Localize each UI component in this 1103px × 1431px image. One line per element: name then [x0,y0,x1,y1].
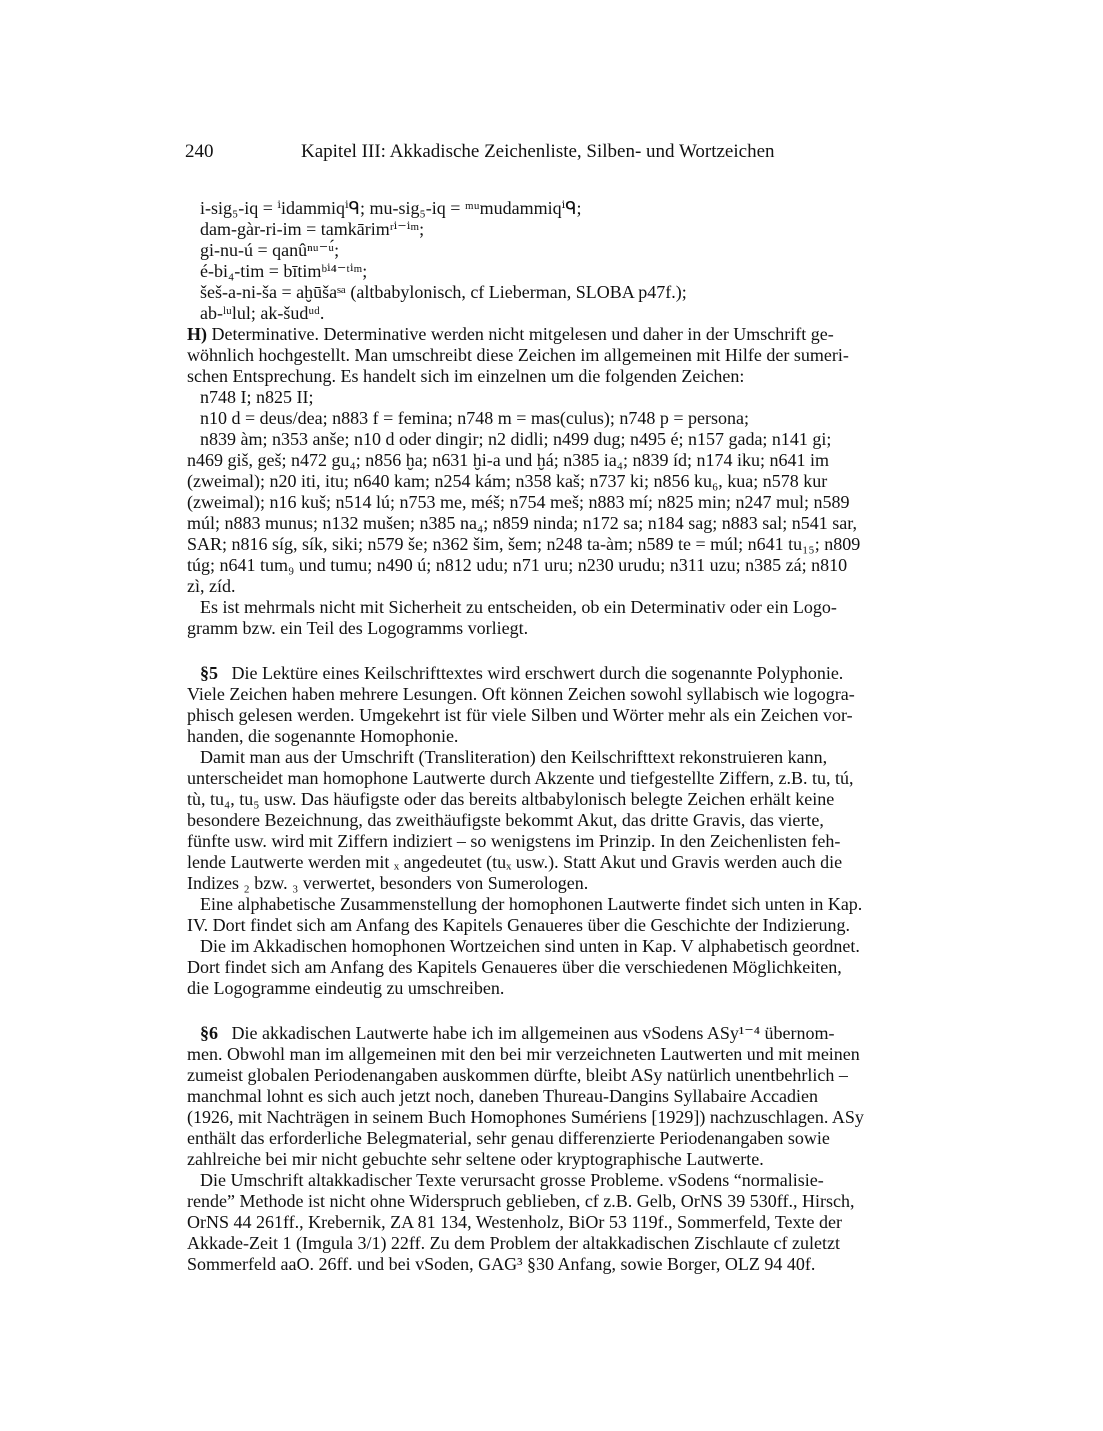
example-line: ab-ˡᵘlul; ak-šudᵘᵈ. [200,303,325,323]
determinative-list: (zweimal); n20 iti, itu; n640 kam; n254 kám; n358 kaš; n737 ki; n856 ku₆, kua; n578 kur [187,471,828,491]
section-6-heading [187,1023,919,1044]
paragraph-line: handen, die sogenannte Homophonie. [187,726,459,746]
paragraph-line: IV. Dort findet sich am Anfang des Kapitels Genaueres über die Geschichte der Indizierung. [187,915,850,935]
determinative-list: SAR; n816 síg, sík, siki; n579 še; n362 šim, šem; n248 ta-àm; n589 te = múl; n641 tu₁₅; n809 [187,534,861,554]
paragraph-line: Dort findet sich am Anfang des Kapitels Genaueres über die verschiedenen Möglichkeiten, [187,957,842,977]
determinative-list: túg; n641 tum₉ und tumu; n490 ú; n812 udu; n71 uru; n230 urudu; n311 uzu; n385 zá; n810 [187,555,848,575]
determinative-list: n469 giš, geš; n472 gu₄; n856 ḫa; n631 ḫi-a und ḫá; n385 ia₄; n839 íd; n174 iku; n641 im [187,450,830,470]
example-line: é-bi₄-tim = bītimᵇⁱ⁴⁻ᵗⁱᵐ; [200,261,368,281]
paragraph-line: zahlreiche bei mir nicht gebuchte sehr seltene oder kryptographische Lautwerte. [187,1149,764,1169]
paragraph-line: Indizes ₂ bzw. ₃ verwertet, besonders von Sumerologen. [187,873,589,893]
section-first-line: Die Lektüre eines Keilschrifttextes wird erschwert durch die sogenannte Polyphonie. [231,663,844,683]
paragraph-line: rende” Methode ist nicht ohne Widerspruch geblieben, cf z.B. Gelb, OrNS 39 530ff., Hirsch, [187,1191,855,1211]
paragraph-line: zumeist globalen Periodenangaben auskommen dürfte, bleibt ASy natürlich unentbehrlich – [187,1065,848,1085]
paragraph-line: Es ist mehrmals nicht mit Sicherheit zu entscheiden, ob ein Determinativ oder ein Logo- [200,597,837,617]
paragraph-line: die Logogramme eindeutig zu umschreiben. [187,978,505,998]
determinatives-label: H) [187,324,207,344]
paragraph-line: Die im Akkadischen homophonen Wortzeichen sind unten in Kap. V alphabetisch geordnet. [200,936,860,956]
paragraph-line: Akkade-Zeit 1 (Imgula 3/1) 22ff. Zu dem Problem der altakkadischen Zischlaute cf zuletzt [187,1233,840,1253]
determinative-list: (zweimal); n16 kuš; n514 lú; n753 me, méš; n754 meš; n883 mí; n825 min; n247 mul; n589 [187,492,850,512]
determinative-list: n10 d = deus/dea; n883 f = femina; n748 m = mas(culus); n748 p = persona; [200,408,750,428]
paragraph-line: enthält das erforderliche Belegmaterial, sehr genau differenzierte Periodenangaben sowie [187,1128,830,1148]
paragraph-line: phisch gelesen werden. Umgekehrt ist für viele Silben und Wörter mehr als ein Zeichen vor- [187,705,853,725]
example-line: i-sig₅-iq = ⁱidammiqⁱᑫ; mu-sig₅-iq = ᵐᵘmudammiqⁱᑫ; [200,198,582,218]
paragraph-line: Damit man aus der Umschrift (Transliteration) den Keilschrifttext rekonstruieren kann, [200,747,828,767]
section-first-line: Die akkadischen Lautwerte habe ich im allgemeinen aus vSodens ASy¹⁻⁴ übernom- [231,1023,835,1043]
paragraph-line: tù, tu₄, tu₅ usw. Das häufigste oder das bereits altbabylonisch belegte Zeichen erhält keine [187,789,835,809]
paragraph-line: OrNS 44 261ff., Krebernik, ZA 81 134, Westenholz, BiOr 53 119f., Sommerfeld, Texte der [187,1212,843,1232]
paragraph-line: Viele Zeichen haben mehrere Lesungen. Oft können Zeichen sowohl syllabisch wie logogra- [187,684,855,704]
paragraph-line: Die Umschrift altakkadischer Texte verursacht grosse Probleme. vSodens “normalisie- [200,1170,824,1190]
page-number: 240 [185,141,214,162]
determinatives-heading-text: Determinative. Determinative werden nicht mitgelesen und daher in der Umschrift ge- [211,324,834,344]
page-body [187,198,919,1275]
section-number: §6 [200,1023,218,1043]
determinative-list: múl; n883 munus; n132 mušen; n385 na₄; n859 ninda; n172 sa; n184 sag; n883 sal; n541 sar, [187,513,858,533]
determinative-list: zì, zíd. [187,576,236,596]
determinative-list: n748 I; n825 II; [200,387,314,407]
running-title: Kapitel III: Akkadische Zeichenliste, Silben- und Wortzeichen [301,141,775,162]
determinative-list: n839 àm; n353 anše; n10 d oder dingir; n2 didli; n499 dug; n495 é; n157 gada; n141 gi; [200,429,832,449]
example-line: šeš-a-ni-ša = aḫūšaˢᵃ (altbabylonisch, cf Lieberman, SLOBA p47f.); [200,282,687,302]
paragraph-line: lende Lautwerte werden mit ₓ angedeutet (tuₓ usw.). Statt Akut und Gravis werden auch die [187,852,843,872]
paragraph-line: men. Obwohl man im allgemeinen mit den bei mir verzeichneten Lautwerten und mit meinen [187,1044,860,1064]
section-number: §5 [200,663,218,683]
determinatives-heading [187,324,919,345]
paragraph-line: schen Entsprechung. Es handelt sich im einzelnen um die folgenden Zeichen: [187,366,745,386]
example-line: gi-nu-ú = qanûⁿᵘ⁻ᵘ́; [200,240,340,260]
paragraph-line: Sommerfeld aaO. 26ff. und bei vSoden, GAG³ §30 Anfang, sowie Borger, OLZ 94 40f. [187,1254,816,1274]
section-5-heading [187,663,919,684]
paragraph-line: Eine alphabetische Zusammenstellung der homophonen Lautwerte findet sich unten in Kap. [200,894,863,914]
paragraph-line: fünfte usw. wird mit Ziffern indiziert – so wenigstens im Prinzip. In den Zeichenlisten feh- [187,831,841,851]
paragraph-line: besondere Bezeichnung, das zweithäufigste bekommt Akut, das dritte Gravis, das vierte, [187,810,824,830]
paragraph-line: unterscheidet man homophone Lautwerte durch Akzente und tiefgestellte Ziffern, z.B. tu, tú, [187,768,854,788]
example-line: dam-gàr-ri-im = tamkārimʳⁱ⁻ⁱᵐ; [200,219,425,239]
paragraph-line: manchmal lohnt es sich auch jetzt noch, daneben Thureau-Dangins Syllabaire Accadien [187,1086,818,1106]
paragraph-line: (1926, mit Nachträgen in seinem Buch Homophones Sumériens [1929]) nachzuschlagen. ASy [187,1107,864,1127]
paragraph-line: wöhnlich hochgestellt. Man umschreibt diese Zeichen im allgemeinen mit Hilfe der sumeri- [187,345,849,365]
paragraph-line: gramm bzw. ein Teil des Logogramms vorliegt. [187,618,529,638]
